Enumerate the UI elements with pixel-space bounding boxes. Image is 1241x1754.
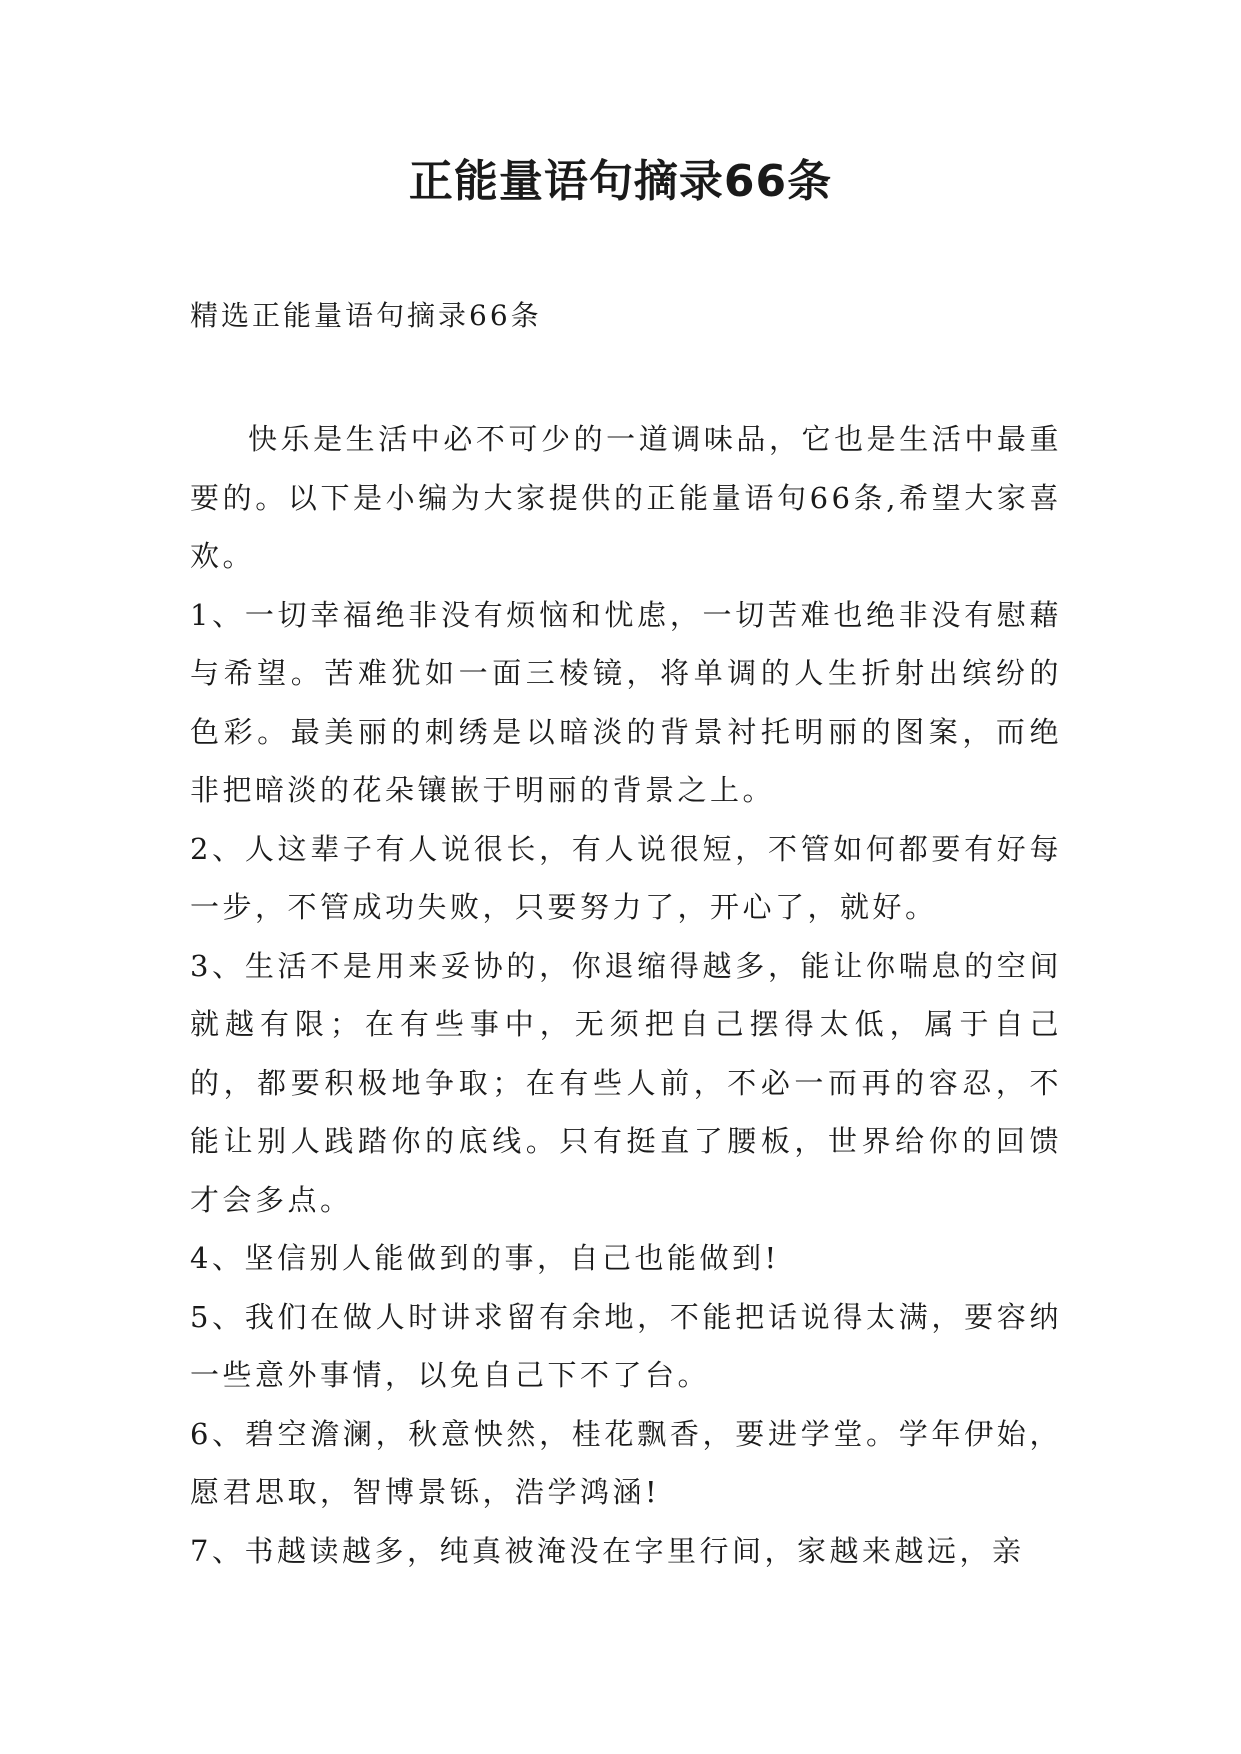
document-body — [190, 410, 1062, 1580]
quote-item-6: 6、碧空澹澜，秋意怏然，桂花飘香，要进学堂。学年伊始，愿君思取，智博景铄，浩学鸿涵! — [190, 1416, 1062, 1509]
quote-item-5: 5、我们在做人时讲求留有余地，不能把话说得太满，要容纳一些意外事情，以免自己下不了台。 — [190, 1299, 1062, 1392]
quote-item-2: 2、人这辈子有人说很长，有人说很短，不管如何都要有好每一步，不管成功失败，只要努力了，开心了，就好。 — [190, 831, 1062, 924]
quote-item-7: 7、书越读越多，纯真被淹没在字里行间，家越来越远，亲 — [190, 1533, 1025, 1568]
quote-item-1: 1、一切幸福绝非没有烦恼和忧虑，一切苦难也绝非没有慰藉与希望。苦难犹如一面三棱镜，将单调的人生折射出缤纷的色彩。最美丽的刺绣是以暗淡的背景衬托明丽的图案，而绝非把暗淡的花朵镶嵌于明丽的背景之上。 — [190, 597, 1062, 807]
quote-item-4: 4、坚信别人能做到的事，自己也能做到! — [190, 1241, 780, 1275]
intro-paragraph: 快乐是生活中必不可少的一道调味品，它也是生活中最重要的。以下是小编为大家提供的正能量语句66条,希望大家喜欢。 — [190, 422, 1062, 573]
document-subtitle: 精选正能量语句摘录66条 — [190, 299, 542, 332]
quote-item-3: 3、生活不是用来妥协的，你退缩得越多，能让你喘息的空间就越有限；在有些事中，无须把自己摆得太低，属于自己的，都要积极地争取；在有些人前，不必一而再的容忍，不能让别人践踏你的底线。只有挺直了腰板，世界给你的回馈才会多点。 — [190, 948, 1062, 1217]
document-title: 正能量语句摘录66条 — [408, 156, 833, 207]
